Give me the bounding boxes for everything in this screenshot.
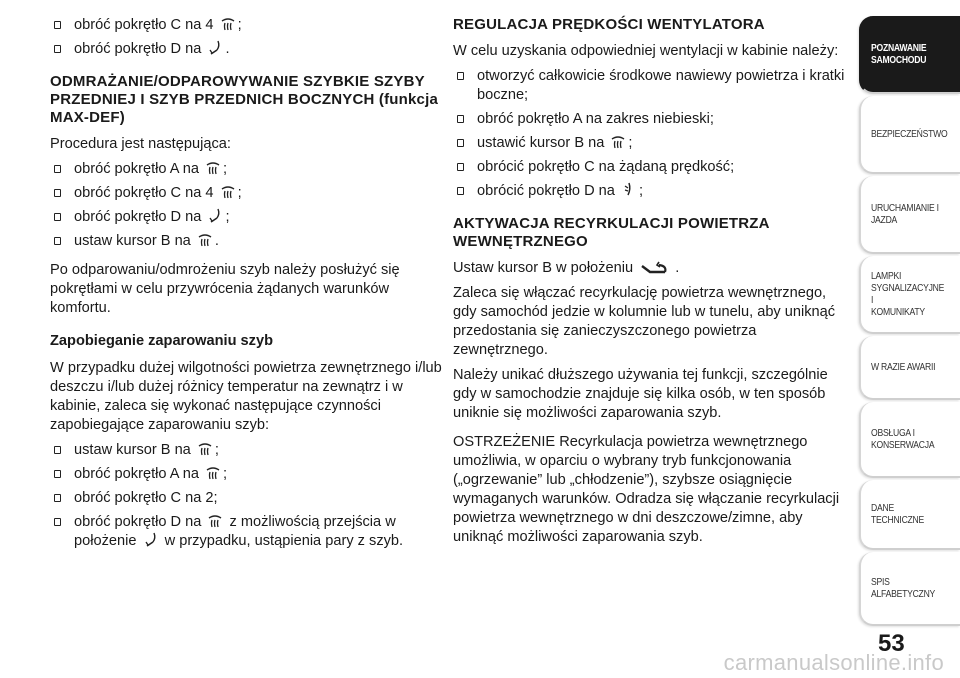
bullet-box-icon — [54, 237, 61, 245]
top-bullet-list — [50, 16, 442, 59]
bullet-box-icon — [54, 213, 61, 221]
section-heading-max-def: ODMRAŻANIE/ODPAROWYWANIE SZYBKIE SZYBY PRZEDNIEJ I SZYB PRZEDNICH BOCZNYCH (funkcja MAX-DEF) — [50, 73, 439, 126]
bullet-box-icon — [457, 163, 464, 171]
section-subheading-fog-prevention: Zapobieganie zaparowaniu szyb — [50, 333, 274, 349]
tab-label: POZNAWANIE SAMOCHODU — [871, 42, 927, 66]
fan-defrost-icon — [220, 16, 236, 32]
tab-spis-alfabetyczny[interactable] — [859, 552, 960, 626]
tab-label: URUCHAMIANIE I JAZDA — [871, 202, 939, 226]
bullet-text: obróć pokrętło C na 4 — [74, 17, 214, 33]
list-item — [453, 110, 848, 129]
bullet-text: ustawić kursor B na — [477, 135, 605, 151]
bullet-box-icon — [457, 187, 464, 195]
list-item — [50, 441, 442, 460]
list-item — [453, 67, 848, 105]
list-item — [50, 513, 442, 551]
ventilation-intro: W celu uzyskania odpowiedniej wentylacji w kabinie należy: — [453, 43, 839, 59]
bullet-box-icon — [457, 72, 464, 80]
bullet-suffix: ; — [638, 183, 644, 199]
recirculation-paragraph-2: Należy unikać dłuższego używania tej funkcji, szczególnie gdy w samochodzie znajduje się kilka osób, w ten sposób uniknie się możliwości zaparowania szyb. — [453, 367, 828, 421]
bullet-text: obróć pokrętło D na — [74, 41, 202, 57]
bullet-box-icon — [457, 139, 464, 147]
bullet-suffix: ; — [628, 135, 633, 151]
list-item — [50, 184, 442, 203]
recirculation-icon — [639, 261, 669, 275]
bullet-text: obróć pokrętło A na — [74, 466, 199, 482]
bullet-box-icon — [54, 189, 61, 197]
bullet-text: obróć pokrętło D na — [74, 514, 202, 530]
windshield-air-icon — [207, 40, 223, 56]
tab-label: DANE TECHNICZNE — [871, 502, 925, 526]
fan-defrost-icon — [205, 465, 221, 481]
bullet-suffix: ; — [237, 185, 242, 201]
bullet-text: obróć pokrętło C na 4 — [74, 185, 214, 201]
bullet-suffix: ; — [214, 442, 219, 458]
chapter-tabs — [859, 0, 960, 678]
tab-poznawanie-samochodu[interactable] — [859, 16, 960, 94]
windshield-defrost-icon — [143, 532, 159, 548]
tab-uruchamianie-i-jazda[interactable] — [859, 176, 960, 254]
list-item — [453, 182, 848, 201]
bullet-suffix: . — [214, 233, 219, 249]
bullet-text: otworzyć całkowicie środkowe nawiewy powietrza i kratki boczne; — [477, 68, 845, 103]
list-item — [50, 160, 442, 179]
bullet-text: obrócić pokrętło D na — [477, 183, 615, 199]
bullet-box-icon — [54, 494, 61, 502]
tab-lampki-sygnalizacyjne[interactable] — [859, 256, 960, 334]
tab-w-razie-awarii[interactable] — [859, 336, 960, 400]
fan-defrost-icon — [197, 232, 213, 248]
bullet-box-icon — [54, 470, 61, 478]
bullet-box-icon — [54, 21, 61, 29]
bullet-text-end: w przypadku, ustąpienia pary z szyb. — [164, 533, 404, 549]
tab-label: LAMPKI SYGNALIZACYJNE I KOMUNIKATY — [871, 270, 945, 318]
list-item — [50, 232, 442, 251]
bullet-text-mid: z możliwością przejścia w położenie — [74, 514, 396, 549]
section-heading-fan-speed: REGULACJA PRĘDKOŚCI WENTYLATORA — [453, 16, 765, 33]
fan-defrost-icon — [610, 134, 626, 150]
section-heading-recirculation: AKTYWACJA RECYRKULACJI POWIETRZA WEWNĘTRZNEGO — [453, 215, 770, 250]
tab-label: SPIS ALFABETYCZNY — [871, 576, 936, 600]
tab-dane-techniczne[interactable] — [859, 480, 960, 550]
fan-defrost-icon — [205, 160, 221, 176]
bullet-suffix: ; — [225, 209, 230, 225]
list-item — [50, 40, 442, 59]
procedure-intro: Procedura jest następująca: — [50, 136, 231, 152]
fan-defrost-icon — [207, 513, 223, 529]
bullet-text: obrócić pokrętło C na żądaną prędkość; — [477, 159, 735, 175]
fan-defrost-icon — [220, 184, 236, 200]
page-number: 53 — [878, 630, 905, 657]
fan-defrost-icon — [197, 441, 213, 457]
cursor-text: Ustaw kursor B w położeniu — [453, 260, 634, 276]
list-item — [453, 134, 848, 153]
bullet-text: ustaw kursor B na — [74, 233, 191, 249]
bullet-text: obróć pokrętło C na 2; — [74, 490, 218, 506]
left-column — [50, 16, 442, 556]
windshield-air-icon — [207, 208, 223, 224]
face-air-icon — [621, 182, 637, 198]
bullet-suffix: ; — [237, 17, 242, 33]
bullet-box-icon — [54, 518, 61, 526]
bullet-text: obróć pokrętło D na — [74, 209, 202, 225]
list-item — [50, 208, 442, 227]
ventilation-bullet-list — [453, 67, 848, 201]
prevention-bullet-list — [50, 441, 442, 551]
watermark: carmanualsonline.info — [723, 650, 944, 675]
bullet-box-icon — [54, 165, 61, 173]
recirculation-cursor-line — [453, 259, 848, 278]
tab-bezpieczenstwo[interactable] — [859, 96, 960, 174]
warning-paragraph: OSTRZEŻENIE Recyrkulacja powietrza wewnętrznego umożliwia, w oparciu o wybrany tryb funkcjonowania („ogrzewanie” lub „chłodzenie”), szybsze osiągnięcie wymaganych warunków. Odradza się włączanie recyrkulacji powietrza wewnętrznego w dni deszczowe/zimne, aby uniknąć możliwości zaparowania szyb. — [453, 434, 840, 545]
list-item — [50, 489, 442, 508]
bullet-box-icon — [457, 115, 464, 123]
bullet-box-icon — [54, 446, 61, 454]
bullet-suffix: ; — [223, 161, 228, 177]
list-item — [453, 158, 848, 177]
list-item — [50, 465, 442, 484]
tab-label: BEZPIECZEŃSTWO — [871, 128, 948, 140]
bullet-text: ustaw kursor B na — [74, 442, 191, 458]
tab-obsluga-i-konserwacja[interactable] — [859, 402, 960, 478]
tab-label: OBSŁUGA I KONSERWACJA — [871, 427, 935, 451]
recirculation-paragraph-1: Zaleca się włączać recyrkulację powietrza wewnętrznego, gdy samochód jedzie w kolumnie lub w tunelu, aby uniknąć przedostania się zanieczyszczonego powietrza zewnętrznego. — [453, 285, 836, 358]
procedure-bullet-list — [50, 160, 442, 251]
bullet-text: obróć pokrętło A na — [74, 161, 199, 177]
bullet-text: obróć pokrętło A na zakres niebieski; — [477, 111, 714, 127]
fog-prevention-paragraph: W przypadku dużej wilgotności powietrza zewnętrznego i/lub deszczu i/lub dużej różnicy temperatur na zewnątrz i w kabinie, zaleca się wykonać następujące czynności zapobiegające zaparowaniu szyb: — [50, 360, 442, 433]
bullet-suffix: ; — [223, 466, 228, 482]
tab-label: W RAZIE AWARII — [871, 361, 936, 373]
list-item — [50, 16, 442, 35]
right-column — [453, 16, 848, 553]
after-defrost-paragraph: Po odparowaniu/odmrożeniu szyb należy posłużyć się pokrętłami w celu przywrócenia żądanych warunków komfortu. — [50, 262, 400, 316]
bullet-box-icon — [54, 45, 61, 53]
cursor-suffix: . — [675, 260, 680, 276]
bullet-suffix: . — [225, 41, 230, 57]
